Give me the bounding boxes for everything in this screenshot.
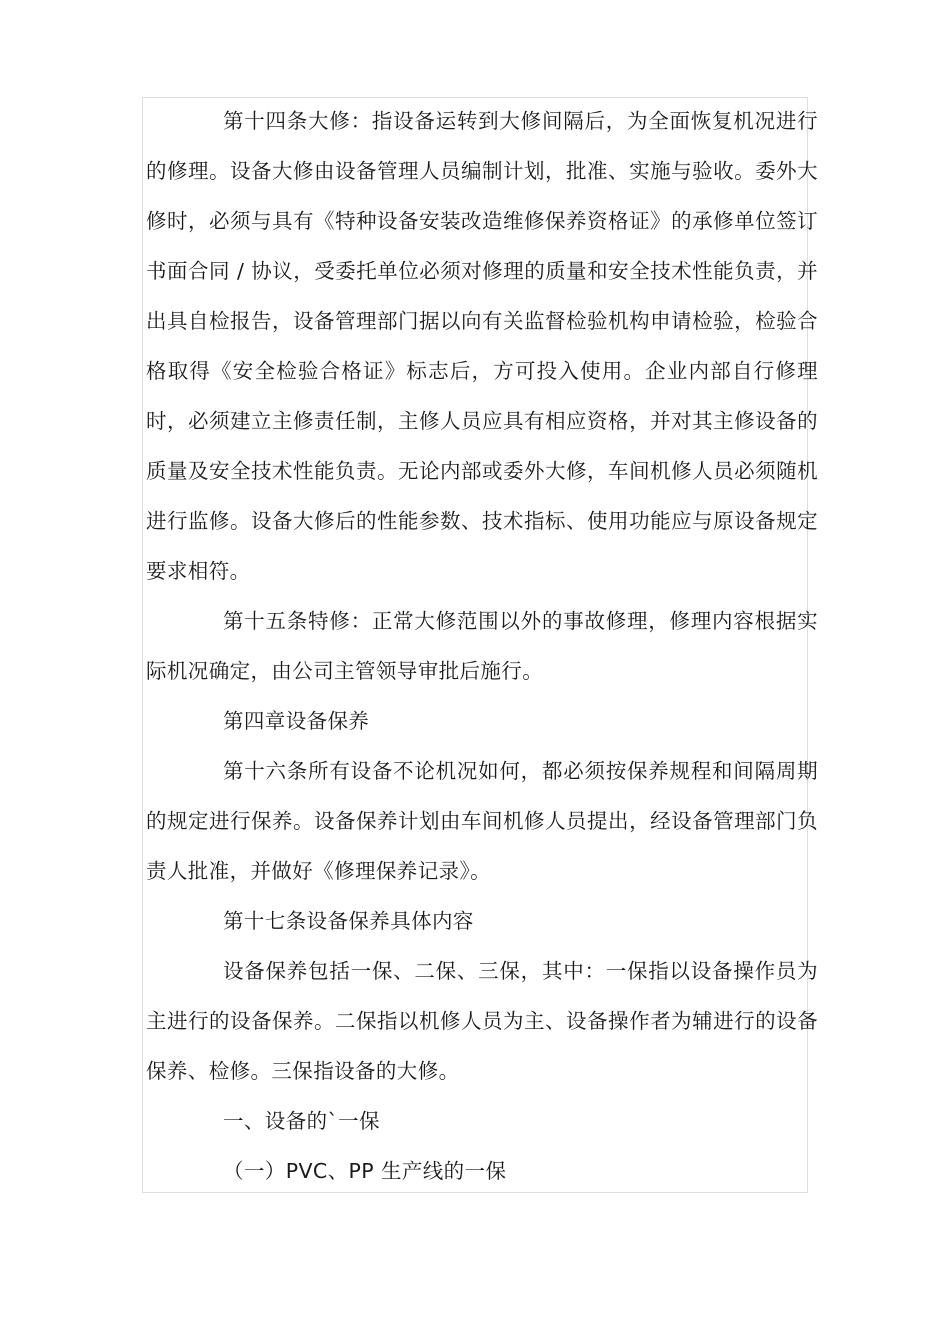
document-body [146, 96, 818, 1196]
chapter-heading: 第四章设备保养 [223, 709, 370, 733]
section-heading: 一、设备的`一保 [223, 1109, 380, 1133]
paragraph-maintenance-levels: 设备保养包括一保、二保、三保，其中：一保指以设备操作员为主进行的设备保养。二保指以机修人员为主、设备操作者为辅进行的设备保养、检修。三保指设备的大修。 [146, 959, 818, 1083]
paragraph-article-14: 第十四条大修：指设备运转到大修间隔后，为全面恢复机况进行的修理。设备大修由设备管理人员编制计划，批准、实施与验收。委外大修时，必须与具有《特种设备安装改造维修保养资格证》的承修单位签订书面合同 / 协议，受委托单位必须对修理的质量和安全技术性能负责，并出具自检报告，设备管理部门据以向有关监督检验机构申请检验，检验合格取得《安全检验合格证》标志后，方可投入使用。企业内部自行修理时，必须建立主修责任制，主修人员应具有相应资格，并对其主修设备的质量及安全技术性能负责。无论内部或委外大修，车间机修人员必须随机进行监修。设备大修后的性能参数、技术指标、使用功能应与原设备规定要求相符。 [146, 109, 818, 583]
paragraph-article-15: 第十五条特修：正常大修范围以外的事故修理，修理内容根据实际机况确定，由公司主管领导审批后施行。 [146, 609, 818, 683]
subsection-heading: （一）PVC、PP 生产线的一保 [223, 1159, 507, 1183]
paragraph-article-16: 第十六条所有设备不论机况如何，都必须按保养规程和间隔周期的规定进行保养。设备保养计划由车间机修人员提出，经设备管理部门负责人批准，并做好《修理保养记录》。 [146, 759, 818, 883]
paragraph-article-17: 第十七条设备保养具体内容 [223, 909, 474, 933]
